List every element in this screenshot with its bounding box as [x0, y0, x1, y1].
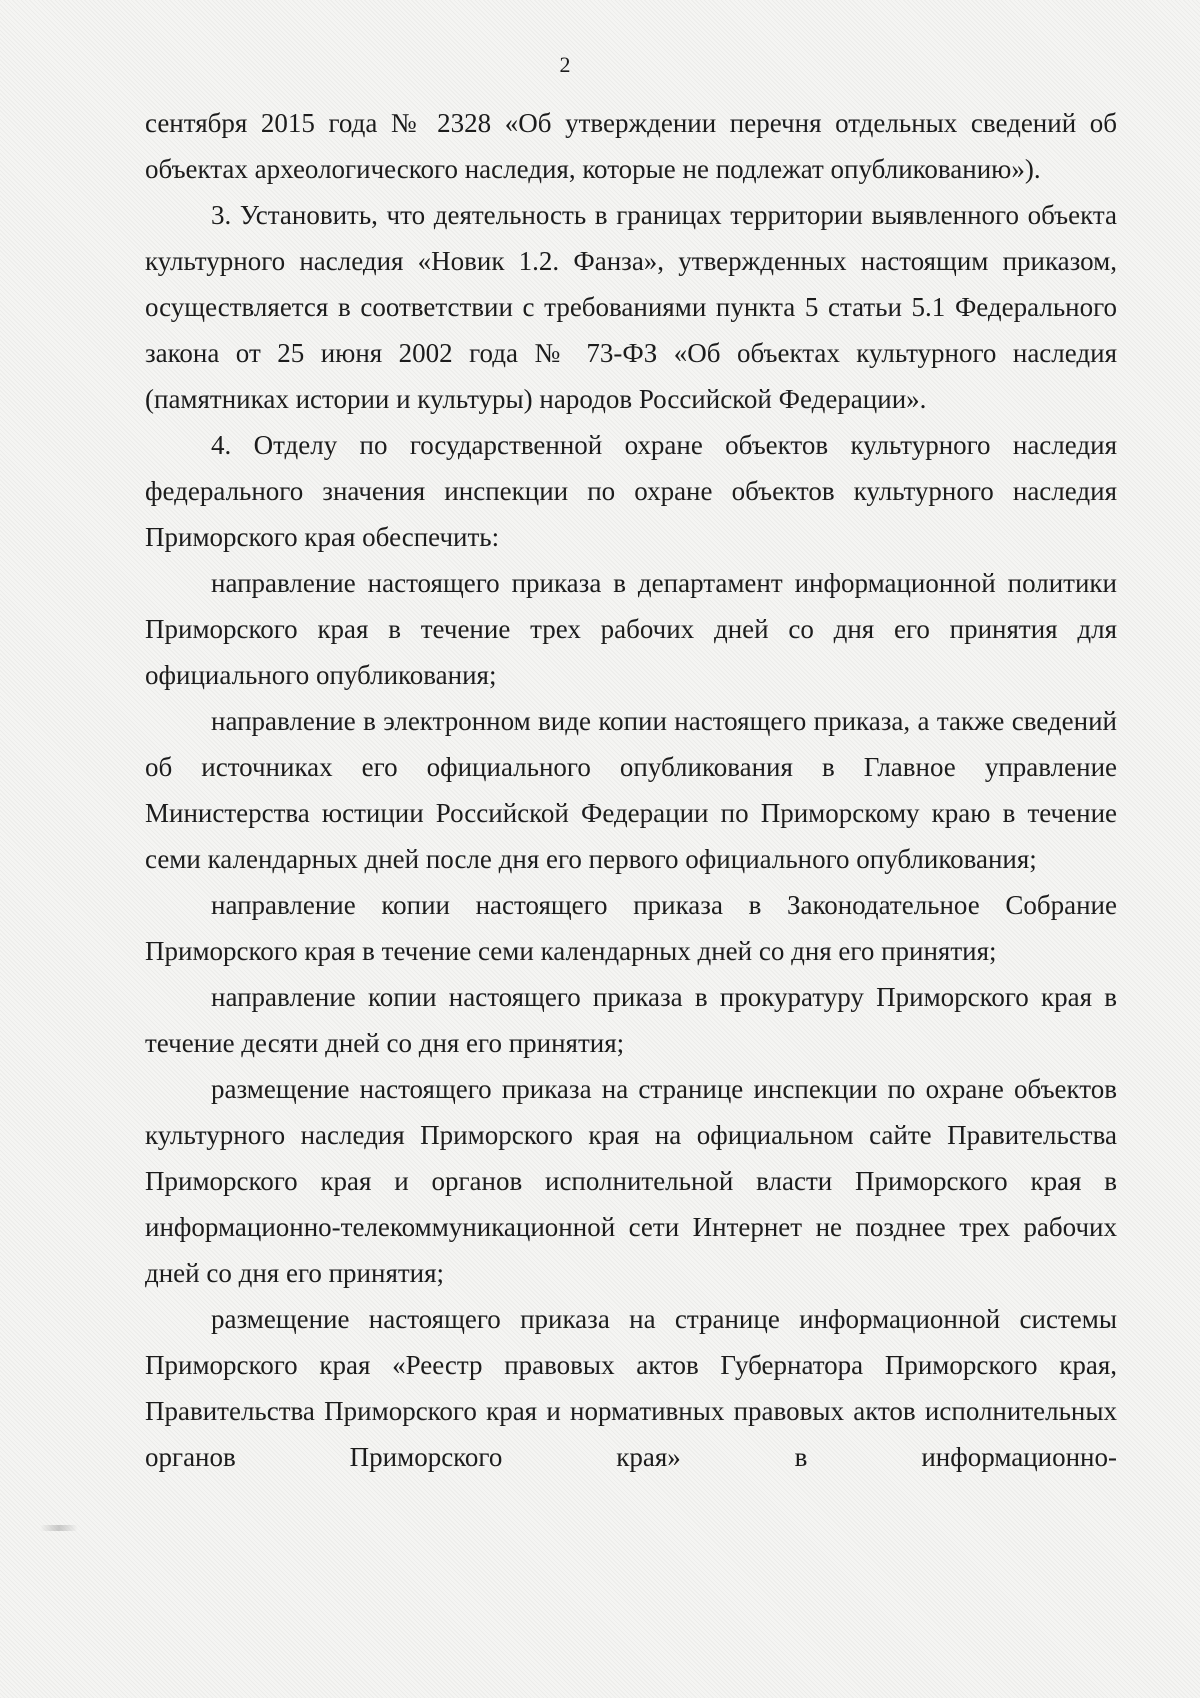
paragraph-subitem-inspection-website: размещение настоящего приказа на странице инспекции по охране объектов культурного наследия Приморского края на официальном сайте Правительства Приморского края и органов исполнительной власти Приморского края в информационно-телекоммуникационной сети Интернет не позднее трех рабочих дней со дня его принятия;	[145, 1074, 1117, 1288]
paragraph-subitem-prosecutor: направление копии настоящего приказа в прокуратуру Приморского края в течение десяти дней со дня его принятия;	[145, 982, 1117, 1058]
paragraph-subitem-legislative-assembly: направление копии настоящего приказа в Законодательное Собрание Приморского края в течение семи календарных дней со дня его принятия;	[145, 890, 1117, 966]
paragraph-subitem-policy-department: направление настоящего приказа в департамент информационной политики Приморского края в течение трех рабочих дней со дня его принятия для официального опубликования;	[145, 568, 1117, 690]
paragraph-continuation: сентября 2015 года № 2328 «Об утверждении перечня отдельных сведений об объектах археологического наследия, которые не подлежат опубликованию»).	[145, 108, 1117, 184]
paragraph-subitem-registry: размещение настоящего приказа на странице информационной системы Приморского края «Реестр правовых актов Губернатора Приморского края, Правительства Приморского края и нормативных правовых актов исполнительных органов Приморского края» в информационно-	[145, 1304, 1117, 1472]
paragraph-item-4: 4. Отделу по государственной охране объектов культурного наследия федерального значения инспекции по охране объектов культурного наследия Приморского края обеспечить:	[145, 430, 1117, 552]
page-number: 2	[559, 52, 571, 77]
scan-artifact	[40, 1525, 78, 1531]
document-body	[145, 100, 1117, 1480]
paragraph-subitem-justice-ministry: направление в электронном виде копии настоящего приказа, а также сведений об источниках его официального опубликования в Главное управление Министерства юстиции Российской Федерации по Приморскому краю в течение семи календарных дней после дня его первого официального опубликования;	[145, 706, 1117, 874]
paragraph-item-3: 3. Установить, что деятельность в границах территории выявленного объекта культурного наследия «Новик 1.2. Фанза», утвержденных настоящим приказом, осуществляется в соответствии с требованиями пункта 5 статьи 5.1 Федерального закона от 25 июня 2002 года № 73-ФЗ «Об объектах культурного наследия (памятниках истории и культуры) народов Российской Федерации».	[145, 200, 1117, 414]
